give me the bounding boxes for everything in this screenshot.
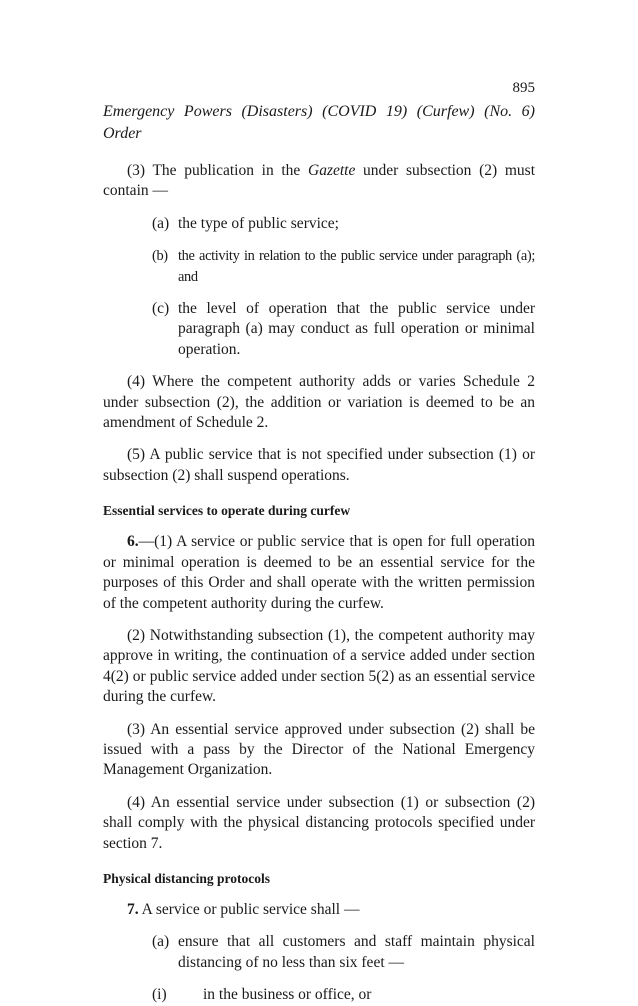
list-item: (c) the level of operation that the public service under paragraph (a) may conduct as full operation or minimal operation. bbox=[152, 300, 535, 358]
running-head: Emergency Powers (Disasters) (COVID 19) (Curfew) (No. 6) Order bbox=[103, 103, 535, 142]
section-7-intro: 7. A service or public service shall — bbox=[127, 900, 360, 918]
gazette-term: Gazette bbox=[308, 162, 356, 179]
section-number: 7. bbox=[127, 900, 139, 918]
subsection-6-2: (2) Notwithstanding subsection (1), the competent authority may approve in writing, the continuation of a service added under section 4(2) or public service added under section 5(2) as an essential service during the curfew. bbox=[103, 626, 535, 706]
subsection-5-3: (3) The publication in the Gazette under subsection (2) must contain — bbox=[103, 162, 535, 200]
subsection-5-4: (4) Where the competent authority adds or varies Schedule 2 under subsection (2), the addition or variation is deemed to be an amendment of Schedule 2. bbox=[103, 373, 535, 432]
section-heading-7: Physical distancing protocols bbox=[103, 870, 271, 886]
page-number: 895 bbox=[512, 80, 535, 96]
subsection-6-3: (3) An essential service approved under subsection (2) shall be issued with a pass by the Director of the National Emergency Management Organization. bbox=[103, 720, 535, 779]
subsection-6-1: 6.—(1) A service or public service that is open for full operation or minimal operation is deemed to be an essential service for the purposes of this Order and shall operate with the written permission of the competent authority during the curfew. bbox=[103, 533, 535, 612]
list-item: (i) in the business or office, or bbox=[152, 986, 372, 1004]
subsection-5-5: (5) A public service that is not specified under subsection (1) or subsection (2) shall suspend operations. bbox=[103, 446, 535, 484]
section-heading-6: Essential services to operate during curfew bbox=[103, 503, 351, 519]
document-page bbox=[103, 78, 535, 1006]
list-item: (a) ensure that all customers and staff maintain physical distancing of no less than six feet — bbox=[152, 933, 535, 971]
list-item: (a) the type of public service; bbox=[152, 214, 339, 232]
section-number: 6. bbox=[127, 533, 139, 551]
subsection-6-4: (4) An essential service under subsection (1) or subsection (2) shall comply with the physical distancing protocols specified under section 7. bbox=[103, 793, 535, 852]
list-item: (b) the activity in relation to the public service under paragraph (a); and bbox=[152, 248, 535, 285]
